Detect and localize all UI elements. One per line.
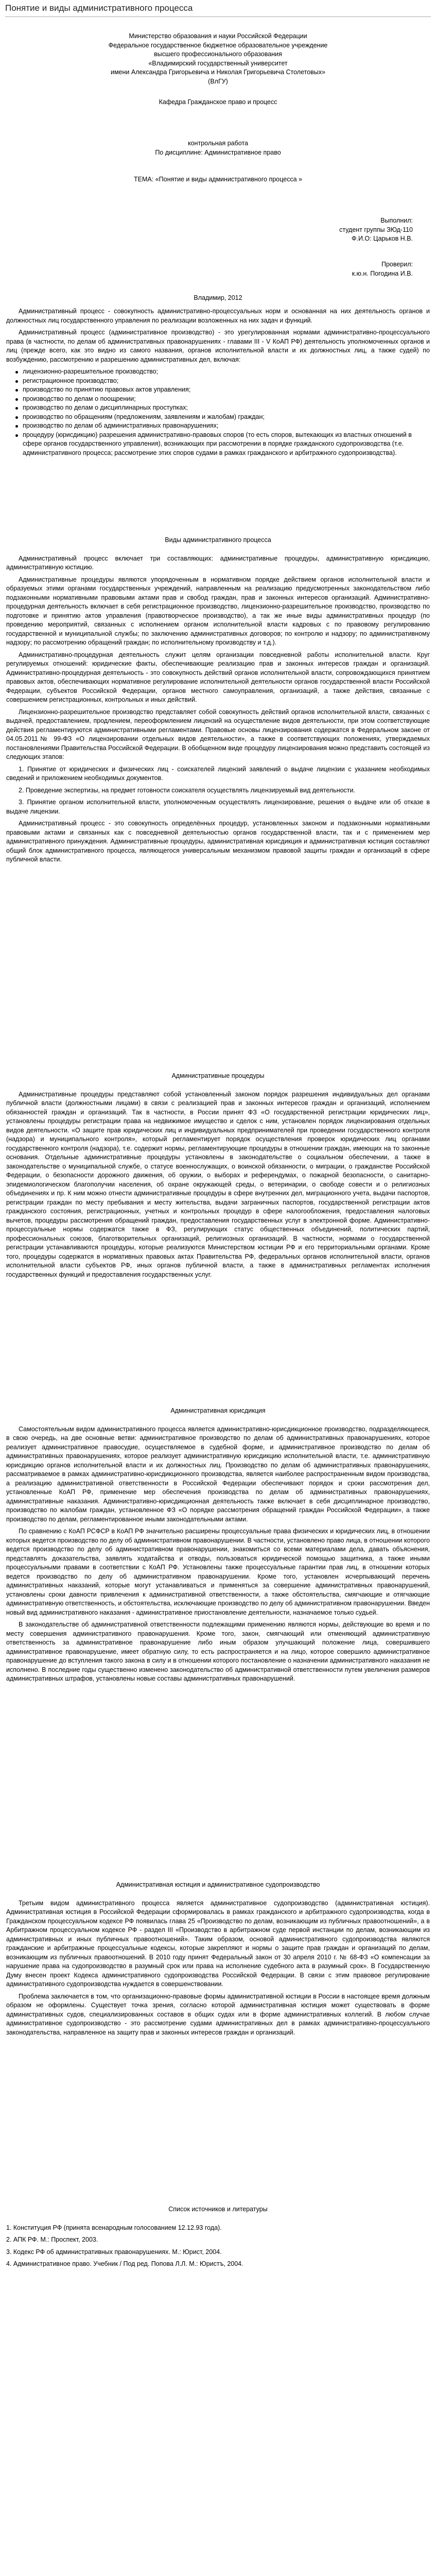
paragraph: В законодательстве об административной ответственности подлежащими применению являются нормы, действующие во время и по месту совершения административного правонарушения. Кроме того, закон, смягчающий или отменяющий административную ответственность за административное правонарушение либо иным образом улучшающий положение лица, совершившего административное правонарушение, имеет обратную силу, то есть распространяется и на лицо, которое совершило административное правонарушение до вступления такого закона в силу и в отношении которого постановление о назначении административного наказания не исполнено. В последние годы существенно изменено законодательство об административной ответственности путем увеличения размеров административных штрафов, установлены новые составы административных правонарушений. xyxy=(6,1621,430,1682)
paragraph: Проблема заключается в том, что организационно-правовые формы административной юстиции в России в настоящее время должным образом не оформлены. Существует точка зрения, согласно которой административная юстиция может существовать в форме административных судов, специализированных составов в общих судах или в форме административных коллегий. В любом случае административное судопроизводство - это рассмотрение судами административных дел в рамках административно-процессуального законодательства, направленное на защиту прав и законных интересов граждан и организаций. xyxy=(6,1992,430,2036)
paragraph: Самостоятельным видом административного процесса является административно-юрисдикционное производство, подразделяющееся, в свою очередь, на две основные ветви: административное производство по делам об административных правонарушениях, которое реализует административное правосудие, осуществляемое в судебной форме, и административное производство по делам об административных правонарушениях, которое реализует административную юрисдикцию исполнительной власти, т.е. административную юрисдикцию органов исполнительной власти и их должностных лиц. Производство по делам об административных правонарушениях, рассматриваемое в рамках административно-юрисдикционного производства, является наиболее распространенным видом производства, а реализацию административной ответственности в Российской Федерации обеспечивают порядок и сроки рассмотрения дел, установленные КоАП РФ, применение мер обеспечения производства по делам об административных правонарушениях, административные наказания. Административно-юрисдикционная деятельность также включает в себя дисциплинарное производство, производство по жалобам граждан, установленное ФЗ «О порядке рассмотрения обращений граждан Российской Федерации», а также производство по делам, регламентированное иными законодательными актами. xyxy=(6,1425,430,1523)
paragraph: 2. Проведение экспертизы, на предмет готовности соискателя осуществлять лицензируемый вид деятельности. xyxy=(19,786,355,794)
list-item: процедуру (юрисдикцию) разрешения административно-правовых споров (то есть споров, вытекающих из властных отношений в сфере органов государственного управления), возникающих при рассмотрении в порядке гражданского судопроизводства (т.е. административного процесса; рассмотрение этих споров судами в рамках гражданского и арбитражного судопроизводства). xyxy=(15,431,430,458)
source-item: 1. Конституция РФ (принята всенародным голосованием 12.12.93 года). xyxy=(6,2224,222,2231)
paragraph: Административный процесс - это совокупность определённых процедур, установленных законом и подзаконными нормативными правовыми актами и связанных как с повседневной деятельностью органов государственной власти, так и с применением мер административного принуждения. Административные процедуры, административная юрисдикция и административная юстиция составляют общий блок административного процесса, являющегося универсальным механизмом правовой защиты граждан и организаций в сфере публичной власти. xyxy=(6,820,430,863)
section-title: Административные процедуры xyxy=(171,1072,265,1079)
source-item: 4. Административное право. Учебник / Под ред. Попова Л.Л. М.: Юристъ, 2004. xyxy=(6,2260,243,2267)
list-item: производство по делам об административных правонарушениях; xyxy=(15,421,430,431)
city-year: Владимир, 2012 xyxy=(194,294,242,301)
list-item: лицензионно-разрешительное производство; xyxy=(15,367,430,377)
list-item: производство по обращениям (предложениям, заявлениям и жалобам) граждан; xyxy=(15,413,430,422)
paragraph: 1. Принятие от юридических и физических лиц - соискателей лицензий заявлений о выдаче лицензии с указанием необходимых сведений и приложением необходимых документов. xyxy=(6,765,430,782)
org-line: Министерство образования и науки Российской Федерации xyxy=(129,32,307,40)
department: Кафедра Гражданское право и процесс xyxy=(159,98,277,106)
org-line: Федеральное государственное бюджетное образовательное учреждение xyxy=(108,41,328,49)
title-page-org xyxy=(6,32,430,86)
org-line: «Владимирский государственный университет xyxy=(148,59,288,67)
justice-section xyxy=(6,1880,430,2040)
jurisdiction-section xyxy=(6,1406,430,1687)
performer xyxy=(6,216,413,244)
performer-line: студент группы ЗЮд-110 xyxy=(339,226,413,233)
source-item: 2. АПК РФ. М.: Проспект, 2003. xyxy=(6,2236,98,2243)
intro-section xyxy=(6,307,430,457)
paragraph: Административные процедуры являются упорядоченным в нормативном порядке действием органов исполнительной власти и образуемых этими органами государственных учреждений, направленным на реализацию предусмотренных законодательством либо подзаконными нормативными правовыми актами прав и свобод граждан, прав и законных интересов организаций. Административно-процедурная деятельность включает в себя регистрационное производство, лицензионно-разрешительное производство, производство по подготовке и принятию актов управления (правотворческое производство), а так же иные виды административных процедур (по проведению мероприятий, связанных с исполнением органом исполнительной власти кадровых с по правовому регулированию государственной и муниципальной службы; по заключению административных договоров; по контролю и надзору; по административному надзору; по рассмотрению обращений граждан; по исполнительному производству и т.д.). xyxy=(6,575,430,646)
performer-line: Выполнил: xyxy=(380,217,413,224)
work-line: контрольная работа xyxy=(188,140,248,147)
org-line: высшего профессионального образования xyxy=(154,50,282,58)
section-title: Административная юстиция и административное судопроизводство xyxy=(116,1881,320,1888)
paragraph: По сравнению с КоАП РСФСР в КоАП РФ значительно расширены процессуальные права физических и юридических лиц, в отношении которых ведется производство по делу об административном правонарушении. В частности, установлено право лица, в отношении которого ведется производство по делу об административном правонарушении, знакомиться со всеми материалами дела, давать объяснения, представлять доказательства, заявлять ходатайства и отводы, пользоваться юридической помощью защитника, а также иными процессуальными правами в соответствии с КоАП РФ. Установлены также процессуальные гарантии прав лиц, в отношении которых ведется производство по делу об административном правонарушении. Кроме того, установлен исчерпывающий перечень административных наказаний, которые могут устанавливаться и применяться за совершение административных правонарушений, установлены сроки давности привлечения к административной ответственности, а также обстоятельства, смягчающие и отягчающие административную ответственность, и обстоятельства, исключающие производство по делу об административном правонарушении. Введен новый вид административного наказания - административное приостановление деятельности, назначаемое только судьей. xyxy=(6,1528,430,1616)
intro-paragraph: Административный процесс - совокупность административно-процессуальных норм и основанная на них деятельность органов и должностных лиц государственного управления по реализации возложенных на них задач и функций. xyxy=(6,308,430,324)
intro-paragraph: Административный процесс (административное производство) - это урегулированная нормами административно-процессуального права (в частности, по делам об административных правонарушениях - главами III - V КоАП РФ) деятельность уполномоченных органов и лиц (прежде всего, как это видно из самого названия, органов исполнительной власти и их должностных лиц, а также судей) по возбуждению, рассмотрению и разрешению административных дел, включая: xyxy=(6,329,430,363)
org-line: (ВлГУ) xyxy=(208,77,228,85)
procedure-list xyxy=(15,367,430,457)
section-title: Список источников и литературы xyxy=(168,2206,268,2213)
paragraph: Третьим видом административного процесса является административное судопроизводство (административная юстиция). Административная юстиция в Российской Федерации сформировалась в рамках гражданского и арбитражного судопроизводства, когда в Гражданском процессуальном кодексе РФ появилась глава 25 «Производство по делам, возникающим из публичных правоотношений», а в Арбитражном процессуальном кодексе РФ - раздел III «Производство в арбитражном суде первой инстанции по делам, возникающим из административных и иных публичных правоотношений». Таким образом, основой административного судопроизводства являются гражданские и арбитражные процессуальные кодексы, которые закрепляют и нормы о защите прав граждан и организаций по делам, возникающим из публичных правоотношений. В 2010 году принят Федеральный закон от 30 апреля 2010 г. № 68-ФЗ «О компенсации за нарушение права на судопроизводство в разумный срок или права на исполнение судебного акта в разумный срок». В Государственную Думу внесен проект Кодекса административного судопроизводства Российской Федерации. В связи с этим правовое регулирование административного судопроизводства нуждается в совершенствовании. xyxy=(6,1899,430,1988)
list-item: производство по делам о дисциплинарных проступках; xyxy=(15,403,430,413)
org-line: имени Александра Григорьевича и Николая Григорьевича Столетовых» xyxy=(110,69,325,76)
procedures-section xyxy=(6,1072,430,1282)
checker xyxy=(6,260,413,278)
paragraph: Административные процедуры представляют собой установленный законом порядок разрешения индивидуальных дел органами публичной власти (должностными лицами) в связи с реализацией прав и законных интересов граждан и организаций, исполнением обязанностей граждан и организаций. Так в частности, в России принят ФЗ «О государственной регистрации юридических лиц», установлены процедуры регистрации права на недвижимое имущество и сделок с ним, установлен порядок лицензирования отдельных видов деятельности. «О защите прав юридических лиц и индивидуальных предпринимателей при проведении государственного контроля (надзора) и муниципального контроля», который регламентирует порядок осуществления проверок юридических лиц органами государственного контроля (надзора), т.е. содержит нормы, регламентирующие процедуры в отношении граждан, имеющих на то законные основания. Отдельные административные процедуры установлены в законодательстве о социальном обеспечении, а также в законодательстве о муниципальной службе, о статусе военнослужащих, о воинской обязанности, о миграции, о гражданстве Российской Федерации, о безопасности дорожного движения, об оружии, о выборах и референдумах, о пожарной безопасности, о санитарно-эпидемиологическом благополучии населения, об охране окружающей среды, о ветеринарии, о свободе совести и о религиозных объединениях и пр. К ним можно отнести административные процедуры в сфере внутренних дел, миграционного учета, выдачи паспортов, регистрации граждан по месту пребывания и месту жительства, выдачи заграничных паспортов, государственной регистрации актов гражданского состояния, регистрационных, учетных и контрольных процедур в сфере налогообложения, предоставления налоговых вычетов, процедуры рассмотрения обращений граждан, предоставления государственных услуг в электронной форме. Административно-процессуальные нормы содержатся также в ФЗ, регулирующих статус общественных объединений, политических партий, профессиональных союзов, благотворительных организаций, религиозных организаций. В частности, нормами о государственной регистрации устанавливаются процедуры, которые реализуются Министерством юстиции РФ и его территориальными органами. Кроме того, процедуры содержатся в нормативных правовых актах Правительства РФ, федеральных органов исполнительной власти, органов исполнительной власти субъектов РФ, иных органов публичной власти, а также в административных регламентах исполнения государственных функций и предоставления государственных услуг. xyxy=(6,1090,430,1278)
work-type xyxy=(6,139,430,157)
section-title: Административная юрисдикция xyxy=(170,1407,266,1414)
list-item: производство по принятию правовых актов управления; xyxy=(15,385,430,395)
list-item: производство по делам о поощрении; xyxy=(15,395,430,404)
section-title: Виды административного процесса xyxy=(165,536,271,544)
checker-line: Проверил: xyxy=(381,261,413,268)
source-item: 3. Кодекс РФ об административных правонарушениях. М.: Юрист, 2004. xyxy=(6,2248,222,2256)
paragraph: Лицензионно-разрешительное производство представляет собой совокупность действий органов исполнительной власти, связанных с выдачей, предоставлением, продлением, переоформлением лицензий на осуществление видов деятельности, при этом соответствующие действия регламентируются административными регламентами. Правовые основы лицензирования содержатся в Федеральном законе от 04.05.2011№ 99-ФЗ «О лицензировании отдельных видов деятельности», а также в соответствующих положениях, утверждаемых постановлениями Правительства Российской Федерации. В обобщенном виде процедуру лицензирования можно представить состоящей из следующих этапов: xyxy=(6,708,430,760)
types-section xyxy=(6,536,430,868)
paragraph: Административно-процедурная деятельность служит целям организации повседневной работы исполнительной власти. Круг регулируемых отношений: юридические факты, обеспечивающие реализацию прав и законных интересов граждан и организаций. Административно-процедурная деятельность - это совокупность действий органов исполнительной власти, сопровождающихся принятием правовых актов, обеспечивающих нормативное регулирование исполнительной деятельности органов государственной власти Российской Федерации, субъектов Российской Федерации, органов местного самоуправления, организаций, а также действия, связанные с совершением регистрационных, контрольных и иных действий. xyxy=(6,651,430,703)
checker-line: к.ю.н. Погодина И.В. xyxy=(352,269,413,277)
work-line: По дисциплине: Административное право xyxy=(155,148,281,156)
paragraph: Административный процесс включает три составляющих: административные процедуры, административную юрисдикцию, административную юстицию. xyxy=(6,554,430,571)
list-item: регистрационное производство; xyxy=(15,377,430,386)
sources-section xyxy=(6,2205,430,2272)
paragraph: 3. Принятие органом исполнительной власти, уполномоченным осуществлять лицензирование, решения о выдаче или об отказе в выдаче лицензии. xyxy=(6,799,430,815)
page-title: Понятие и виды административного процесса xyxy=(5,2,431,17)
work-theme: ТЕМА: «Понятие и виды административного процесса » xyxy=(134,176,302,183)
performer-line: Ф.И.О: Царьков Н.В. xyxy=(351,235,413,242)
